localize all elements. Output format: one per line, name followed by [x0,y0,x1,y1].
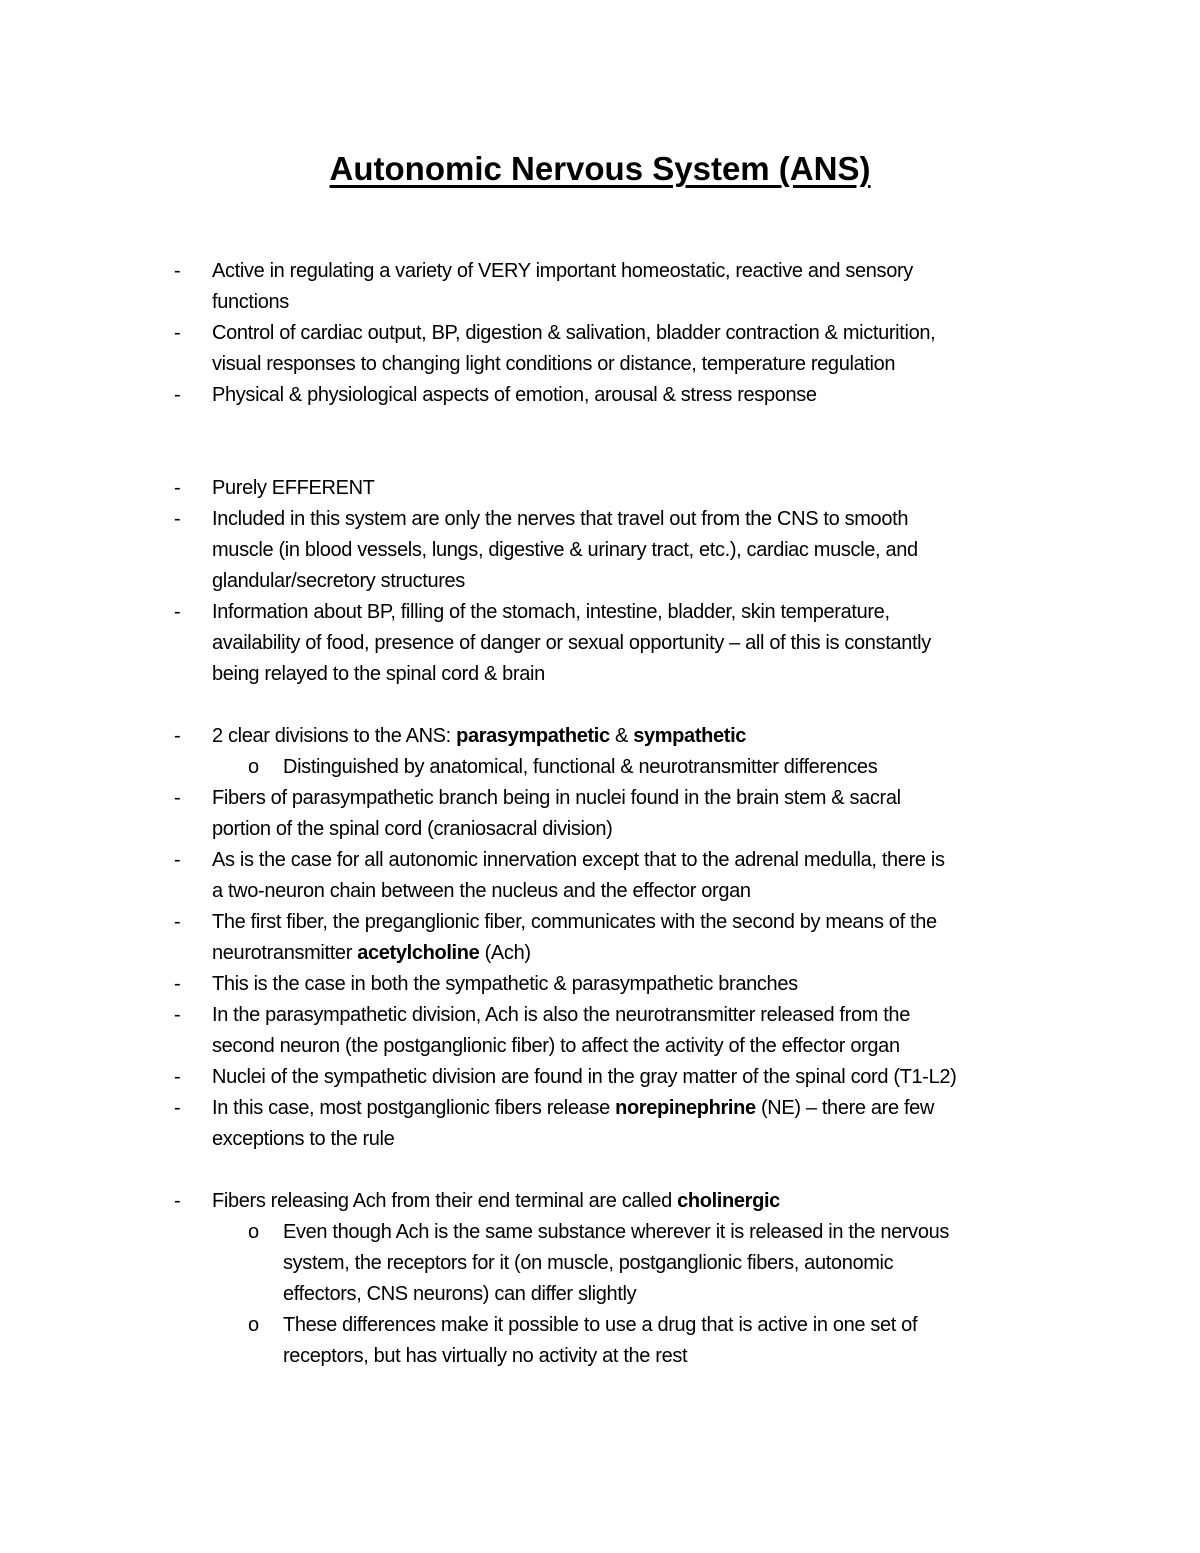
sub-bullet-text: These differences make it possible to use a drug that is active in one set of [283,1314,918,1336]
dash-bullet-marker: - [174,973,181,995]
bullet-text: portion of the spinal cord (craniosacral division) [212,818,613,840]
dash-bullet-marker: - [174,260,181,282]
dash-bullet-marker: - [174,911,181,933]
text-run: 2 clear divisions to the ANS: [212,725,457,747]
text-run: (Ach) [479,942,531,964]
sub-bullet-text: Even though Ach is the same substance wherever it is released in the nervous [283,1221,950,1243]
sub-bullet-line [0,1310,1200,1341]
bullet-text: Physical & physiological aspects of emotion, arousal & stress response [212,384,817,406]
bullet-text [212,721,746,752]
bullet-line [0,1062,1200,1093]
dash-bullet-marker: - [174,508,181,530]
dash-bullet-marker: - [174,725,181,747]
bullet-text: Purely EFFERENT [212,477,375,499]
dash-bullet-marker: - [174,322,181,344]
bullet-continuation [0,659,1200,690]
circle-bullet-marker: o [248,1221,259,1243]
bullet-text [212,1186,780,1217]
bullet-text: Included in this system are only the nerves that travel out from the CNS to smooth [212,508,909,530]
bullet-line [0,721,1200,752]
text-run: In this case, most postganglionic fibers release [212,1097,616,1119]
bullet-continuation [0,287,1200,318]
bullet-text: glandular/secretory structures [212,570,465,592]
sub-bullet-text: system, the receptors for it (on muscle, postganglionic fibers, autonomic [283,1252,894,1274]
bullet-line [0,504,1200,535]
bullet-line [0,969,1200,1000]
dash-bullet-marker: - [174,477,181,499]
bold-term-sympathetic: sympathetic [633,725,747,747]
bullet-line [0,318,1200,349]
bullet-continuation [0,1031,1200,1062]
bullet-text: This is the case in both the sympathetic & parasympathetic branches [212,973,798,995]
bullet-text [212,938,531,969]
sub-bullet-continuation [0,1279,1200,1310]
bullet-line [0,597,1200,628]
spacer [0,1155,1200,1186]
bullet-text: a two-neuron chain between the nucleus and the effector organ [212,880,751,902]
sub-bullet-text: receptors, but has virtually no activity at the rest [283,1345,688,1367]
bullet-line [0,907,1200,938]
bold-term-acetylcholine: acetylcholine [357,942,480,964]
bullet-text: Control of cardiac output, BP, digestion & salivation, bladder contraction & micturition, [212,322,936,344]
dash-bullet-marker: - [174,1190,181,1212]
bullet-text: Information about BP, filling of the stomach, intestine, bladder, skin temperature, [212,601,890,623]
bullet-continuation [0,535,1200,566]
bullet-line [0,380,1200,411]
bullet-continuation [0,814,1200,845]
dash-bullet-marker: - [174,601,181,623]
bullet-text: Nuclei of the sympathetic division are found in the gray matter of the spinal cord (T1-L2) [212,1066,957,1088]
spacer [0,442,1200,473]
text-run: Fibers releasing Ach from their end terminal are called [212,1190,678,1212]
text-run: & [609,725,634,747]
dash-bullet-marker: - [174,384,181,406]
bold-term-norepinephrine: norepinephrine [615,1097,756,1119]
bullet-line [0,783,1200,814]
dash-bullet-marker: - [174,849,181,871]
bullet-text: The first fiber, the preganglionic fiber, communicates with the second by means of the [212,911,937,933]
bullet-line [0,845,1200,876]
sub-bullet-text: Distinguished by anatomical, functional & neurotransmitter differences [283,756,878,778]
spacer [0,411,1200,442]
sub-bullet-continuation [0,1248,1200,1279]
sub-bullet-text: effectors, CNS neurons) can differ slightly [283,1283,637,1305]
dash-bullet-marker: - [174,1097,181,1119]
bullet-continuation [0,628,1200,659]
bullet-line [0,1186,1200,1217]
bullet-text: Active in regulating a variety of VERY important homeostatic, reactive and sensory [212,260,913,282]
bold-term-cholinergic: cholinergic [677,1190,780,1212]
bullet-text: Fibers of parasympathetic branch being in nuclei found in the brain stem & sacral [212,787,901,809]
dash-bullet-marker: - [174,1066,181,1088]
bullet-text: As is the case for all autonomic innervation except that to the adrenal medulla, there is [212,849,945,871]
bullet-continuation [0,349,1200,380]
bullet-continuation [0,938,1200,969]
bullet-text: availability of food, presence of danger or sexual opportunity – all of this is constantly [212,632,931,654]
dash-bullet-marker: - [174,1004,181,1026]
sub-bullet-line [0,752,1200,783]
text-run: neurotransmitter [212,942,358,964]
document-body [0,256,1200,1372]
spacer [0,690,1200,721]
bullet-line [0,256,1200,287]
bullet-text: being relayed to the spinal cord & brain [212,663,545,685]
bullet-text: visual responses to changing light conditions or distance, temperature regulation [212,353,896,375]
bullet-text: muscle (in blood vessels, lungs, digestive & urinary tract, etc.), cardiac muscle, and [212,539,918,561]
sub-bullet-line [0,1217,1200,1248]
sub-bullet-continuation [0,1341,1200,1372]
bold-term-parasympathetic: parasympathetic [456,725,610,747]
bullet-text: functions [212,291,289,313]
page-title: Autonomic Nervous System (ANS) [329,150,871,187]
bullet-continuation [0,1124,1200,1155]
bullet-line [0,1000,1200,1031]
bullet-continuation [0,876,1200,907]
circle-bullet-marker: o [248,756,259,778]
bullet-text: exceptions to the rule [212,1128,395,1150]
bullet-continuation [0,566,1200,597]
bullet-line [0,1093,1200,1124]
circle-bullet-marker: o [248,1314,259,1336]
bullet-text [212,1093,934,1124]
text-run: (NE) – there are few [755,1097,935,1119]
bullet-text: second neuron (the postganglionic fiber) to affect the activity of the effector organ [212,1035,900,1057]
bullet-text: In the parasympathetic division, Ach is also the neurotransmitter released from the [212,1004,910,1026]
bullet-line [0,473,1200,504]
dash-bullet-marker: - [174,787,181,809]
